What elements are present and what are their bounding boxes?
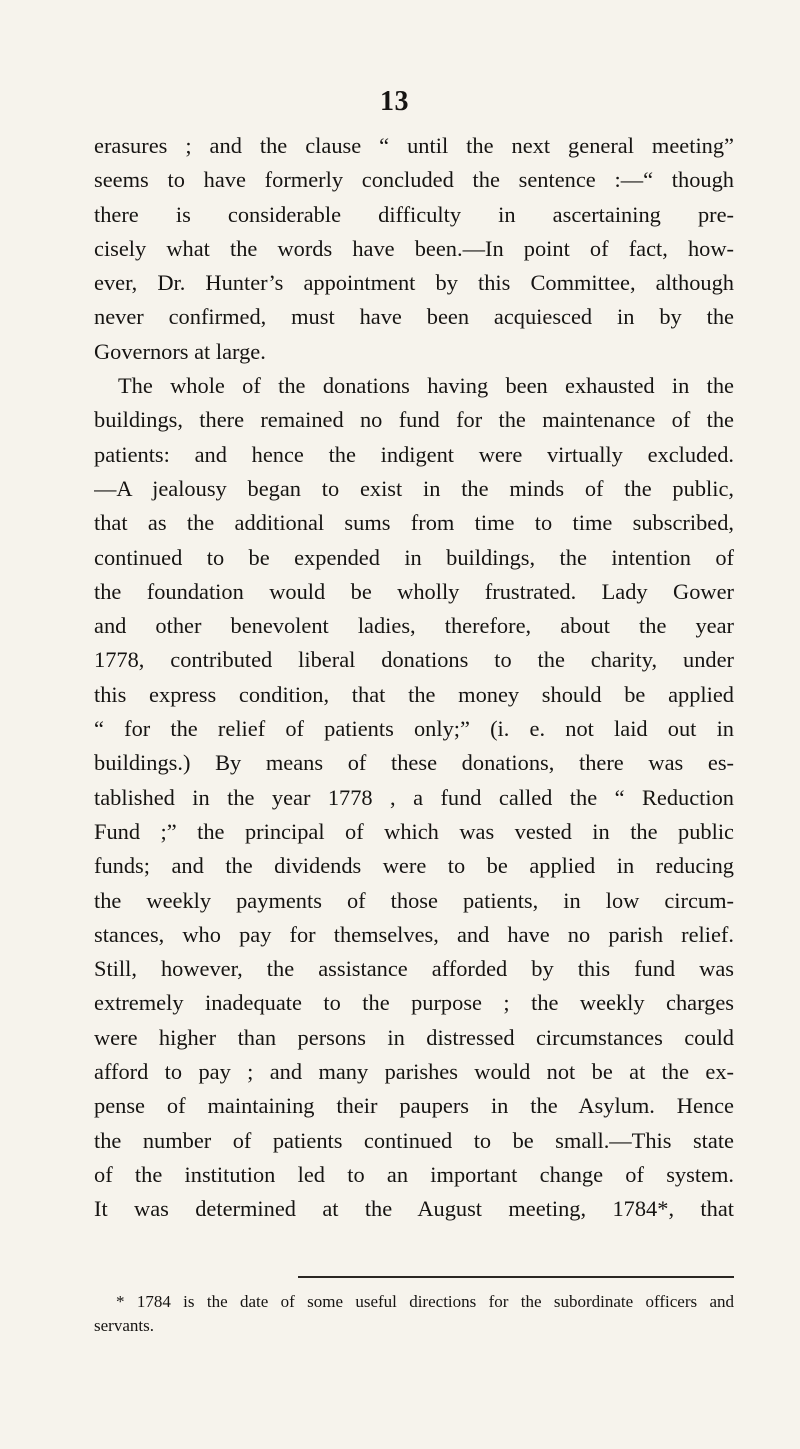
text-line: extremely inadequate to the purpose ; the weekly charges	[94, 990, 734, 1016]
text-line: ever, Dr. Hunter’s appointment by this Committee, although	[94, 270, 734, 296]
text-line: pense of maintaining their paupers in the Asylum. Hence	[94, 1093, 734, 1119]
text-line: of the institution led to an important change of system.	[94, 1161, 734, 1187]
text-line: the number of patients continued to be small.—This state	[94, 1127, 734, 1153]
text-line: there is considerable difficulty in ascertaining pre-	[94, 201, 734, 227]
text-line: seems to have formerly concluded the sentence :—“ though	[94, 167, 734, 193]
text-line: continued to be expended in buildings, the intention of	[94, 544, 734, 570]
footnote	[94, 1290, 734, 1338]
text-line: the weekly payments of those patients, in low circum-	[94, 887, 734, 913]
text-line: 1778, contributed liberal donations to the charity, under	[94, 647, 734, 673]
text-line: Still, however, the assistance afforded by this fund was	[94, 956, 734, 982]
text-line: stances, who pay for themselves, and have no parish relief.	[94, 921, 734, 947]
text-line: funds; and the dividends were to be applied in reducing	[94, 853, 734, 879]
text-line: buildings, there remained no fund for the maintenance of the	[94, 407, 734, 433]
text-line: erasures ; and the clause “ until the next general meeting”	[94, 133, 734, 158]
text-line: never confirmed, must have been acquiesced in by the	[94, 304, 734, 330]
text-line: cisely what the words have been.—In point of fact, how-	[94, 235, 734, 261]
text-line: and other benevolent ladies, therefore, about the year	[94, 613, 734, 639]
text-line: patients: and hence the indigent were virtually excluded.	[94, 441, 734, 467]
text-line: tablished in the year 1778 , a fund called the “ Reduction	[94, 784, 734, 810]
footnote-divider	[298, 1276, 734, 1278]
text-line: this express condition, that the money should be applied	[94, 681, 734, 707]
text-line: Governors at large.	[94, 338, 266, 364]
page-number: 13	[380, 86, 409, 117]
text-line: afford to pay ; and many parishes would not be at the ex-	[94, 1059, 734, 1085]
text-line: It was determined at the August meeting, 1784*, that	[94, 1196, 734, 1222]
text-line: “ for the relief of patients only;” (i. e. not laid out in	[94, 716, 734, 742]
footnote-line: servants.	[94, 1316, 154, 1335]
footnote-line: * 1784 is the date of some useful directions for the subordinate officers and	[116, 1292, 734, 1311]
text-line: Fund ;” the principal of which was vested in the public	[94, 818, 734, 844]
text-line: were higher than persons in distressed circumstances could	[94, 1024, 734, 1050]
text-line: that as the additional sums from time to time subscribed,	[94, 510, 734, 536]
text-line: the foundation would be wholly frustrated. Lady Gower	[94, 578, 734, 604]
body-text	[94, 129, 734, 1227]
text-line: —A jealousy began to exist in the minds of the public,	[94, 475, 734, 501]
text-line: The whole of the donations having been exhausted in the	[118, 373, 734, 399]
text-line: buildings.) By means of these donations, there was es-	[94, 750, 734, 776]
